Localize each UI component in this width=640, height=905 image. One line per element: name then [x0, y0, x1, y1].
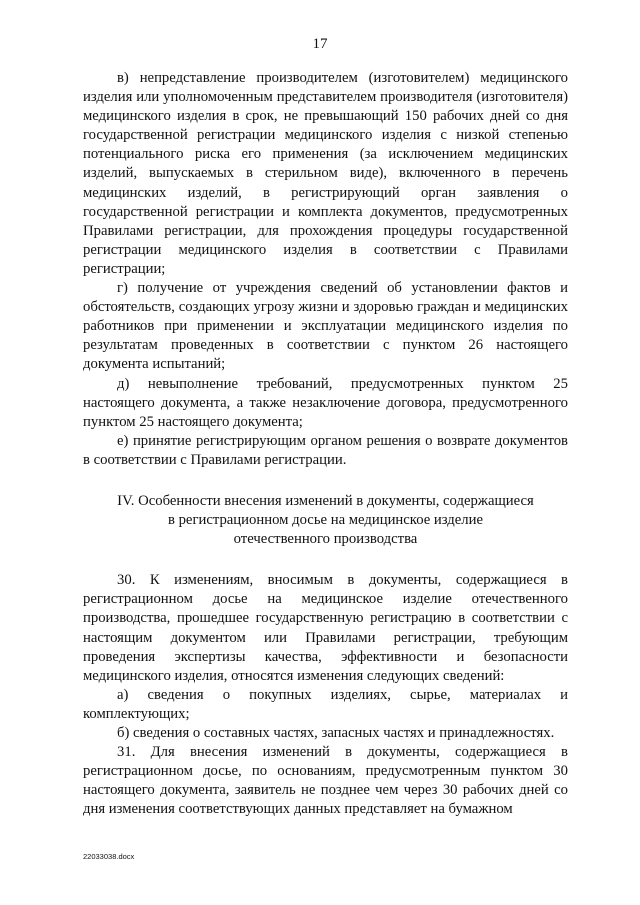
paragraph-d: д) невыполнение требований, предусмотренных пунктом 25 настоящего документа, а также незаключение договора, предусмотренного пунктом 25 настоящего документа;: [83, 375, 568, 430]
document-body: [83, 69, 568, 819]
page-number: 17: [312, 36, 328, 52]
section-heading-line-3: отечественного производства: [233, 531, 418, 548]
paragraph-a: а) сведения о покупных изделиях, сырье, материалах и комплектующих;: [83, 686, 568, 722]
section-heading-line-1: IV. Особенности внесения изменений в документы, содержащиеся: [117, 492, 534, 509]
section-heading-line-2: в регистрационном досье на медицинское изделие: [167, 512, 484, 529]
section-heading: [83, 492, 568, 549]
paragraph-31: 31. Для внесения изменений в документы, содержащиеся в регистрационном досье, по основаниям, предусмотренным пунктом 30 настоящего документа, заявитель не позднее чем через 30 рабочих дней со дня изменения соответствующих данных представляет на бумажном: [83, 744, 568, 818]
paragraph-b: б) сведения о составных частях, запасных частях и принадлежностях.: [117, 725, 555, 741]
paragraph-30: 30. К изменениям, вносимым в документы, содержащиеся в регистрационном досье на медицинское изделие отечественного производства, прошедшее государственную регистрацию в соответствии с настоящим документом или Правилами регистрации, требующим проведения экспертизы качества, эффективности и безопасности медицинского изделия, относятся изменения следующих сведений:: [83, 572, 568, 684]
paragraph-e: е) принятие регистрирующим органом решения о возврате документов в соответствии с Правилами регистрации.: [83, 432, 568, 468]
paragraph-g: г) получение от учреждения сведений об установлении фактов и обстоятельств, создающих угрозу жизни и здоровью граждан и медицинских работников при применении и эксплуатации медицинского изделия по результатам проведенных в соответствии с пунктом 26 настоящего документа испытаний;: [83, 280, 568, 373]
footer-filename: 22033038.docx: [83, 852, 135, 861]
paragraph-v: в) непредставление производителем (изготовителем) медицинского изделия или уполномоченным представителем производителя (изготовителя) медицинского изделия в срок, не превышающий 150 рабочих дней со дня государственной регистрации медицинского изделия с низкой степенью потенциального риска его применения (за исключением медицинских изделий, выпускаемых в стерильном виде), включенного в перечень медицинских изделий, в регистрирующий орган заявления о государственной регистрации и комплекта документов, предусмотренных Правилами регистрации, для прохождения процедуры государственной регистрации медицинского изделия в соответствии с Правилами регистрации;: [83, 70, 568, 277]
